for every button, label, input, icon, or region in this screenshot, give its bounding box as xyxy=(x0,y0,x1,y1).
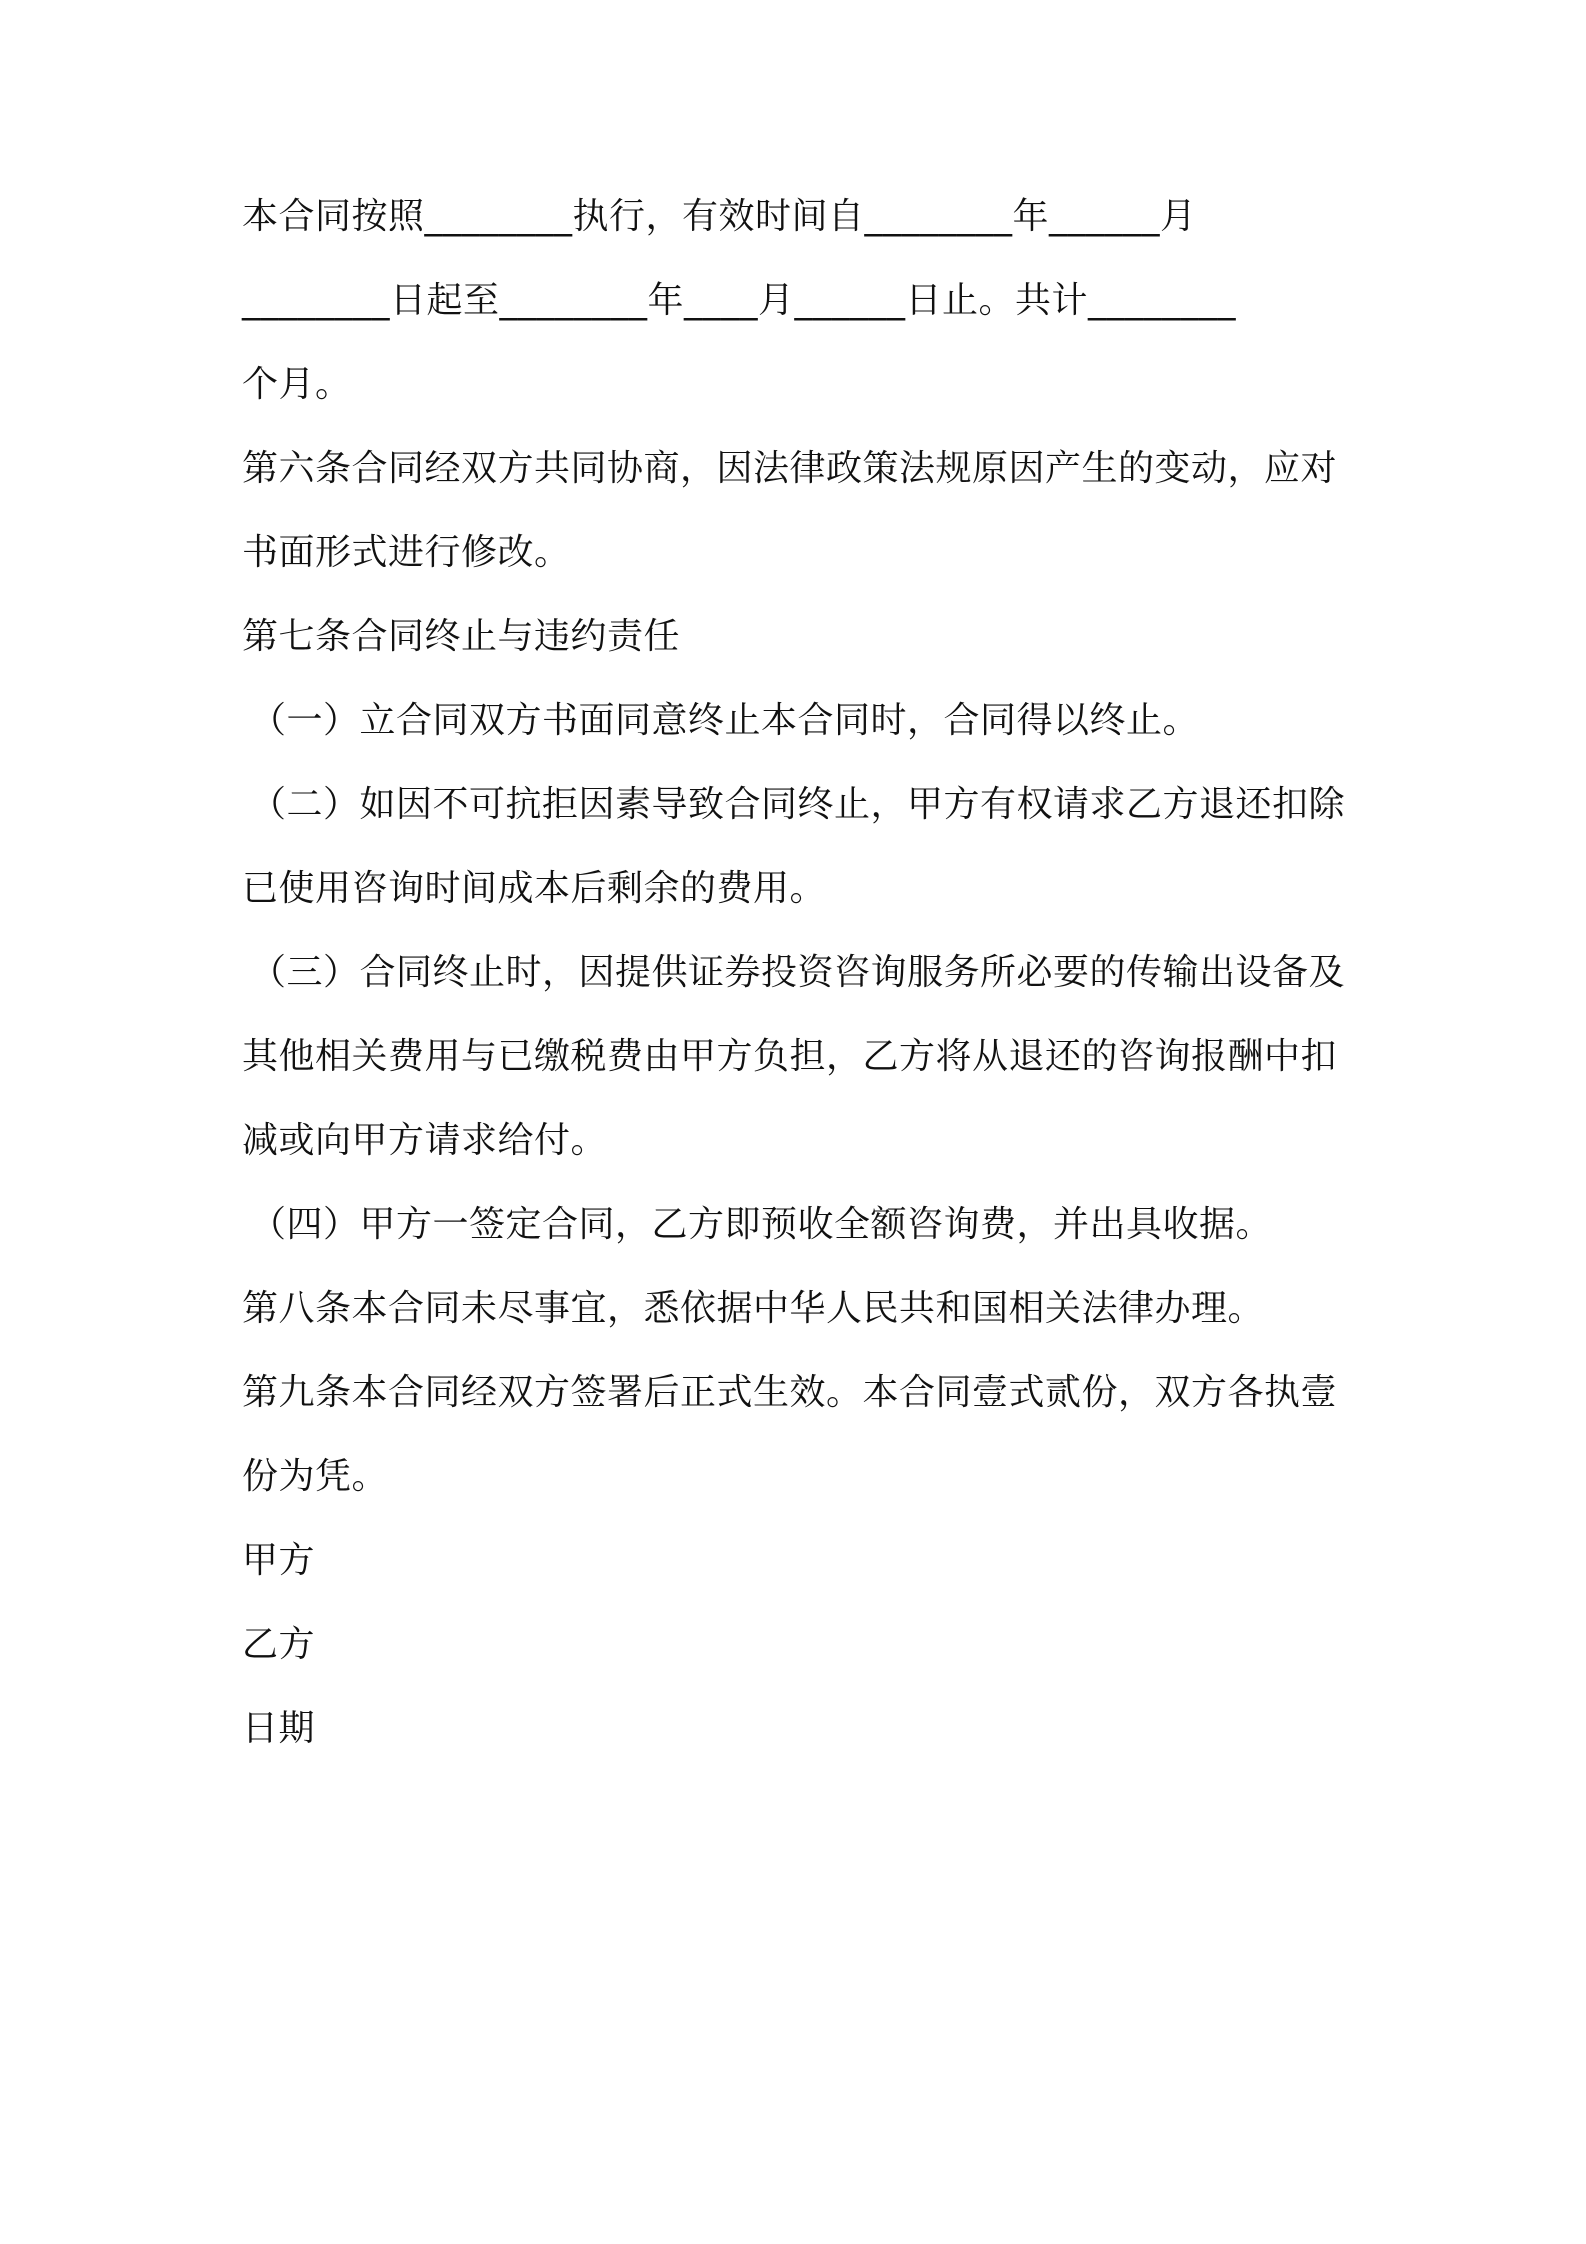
line-article-7-item-4: （四）甲方一签定合同，乙方即预收全额咨询费，并出具收据。 xyxy=(250,1204,1273,1245)
line-article-7-item-3-cont-2: 减或向甲方请求给付。 xyxy=(242,1120,608,1161)
line-term-execution: 本合同按照________执行，有效时间自________年______月 xyxy=(242,196,1197,237)
line-article-7-item-2: （二）如因不可抗拒因素导致合同终止，甲方有权请求乙方退还扣除 xyxy=(250,784,1346,825)
line-article-7-item-3: （三）合同终止时，因提供证券投资咨询服务所必要的传输出设备及 xyxy=(250,952,1346,993)
line-article-8: 第八条本合同未尽事宜，悉依据中华人民共和国相关法律办理。 xyxy=(242,1288,1265,1329)
signature-party-a: 甲方 xyxy=(242,1540,316,1581)
line-term-dates: ________日起至________年____月______日止。共计________ xyxy=(242,280,1237,321)
line-article-7-title: 第七条合同终止与违约责任 xyxy=(242,616,681,657)
line-article-7-item-3-cont-1: 其他相关费用与已缴税费由甲方负担，乙方将从退还的咨询报酬中扣 xyxy=(242,1036,1338,1077)
line-article-6-cont: 书面形式进行修改。 xyxy=(242,532,571,573)
line-term-months: 个月。 xyxy=(242,364,352,405)
line-article-6: 第六条合同经双方共同协商，因法律政策法规原因产生的变动，应对 xyxy=(242,448,1338,489)
signature-party-b: 乙方 xyxy=(242,1624,316,1665)
line-article-9-cont: 份为凭。 xyxy=(242,1456,389,1497)
line-article-7-item-2-cont: 已使用咨询时间成本后剩余的费用。 xyxy=(242,868,827,909)
signature-date: 日期 xyxy=(242,1708,316,1749)
line-article-7-item-1: （一）立合同双方书面同意终止本合同时，合同得以终止。 xyxy=(250,700,1200,741)
line-article-9: 第九条本合同经双方签署后正式生效。本合同壹式贰份，双方各执壹 xyxy=(242,1372,1338,1413)
contract-text xyxy=(242,196,1362,1792)
